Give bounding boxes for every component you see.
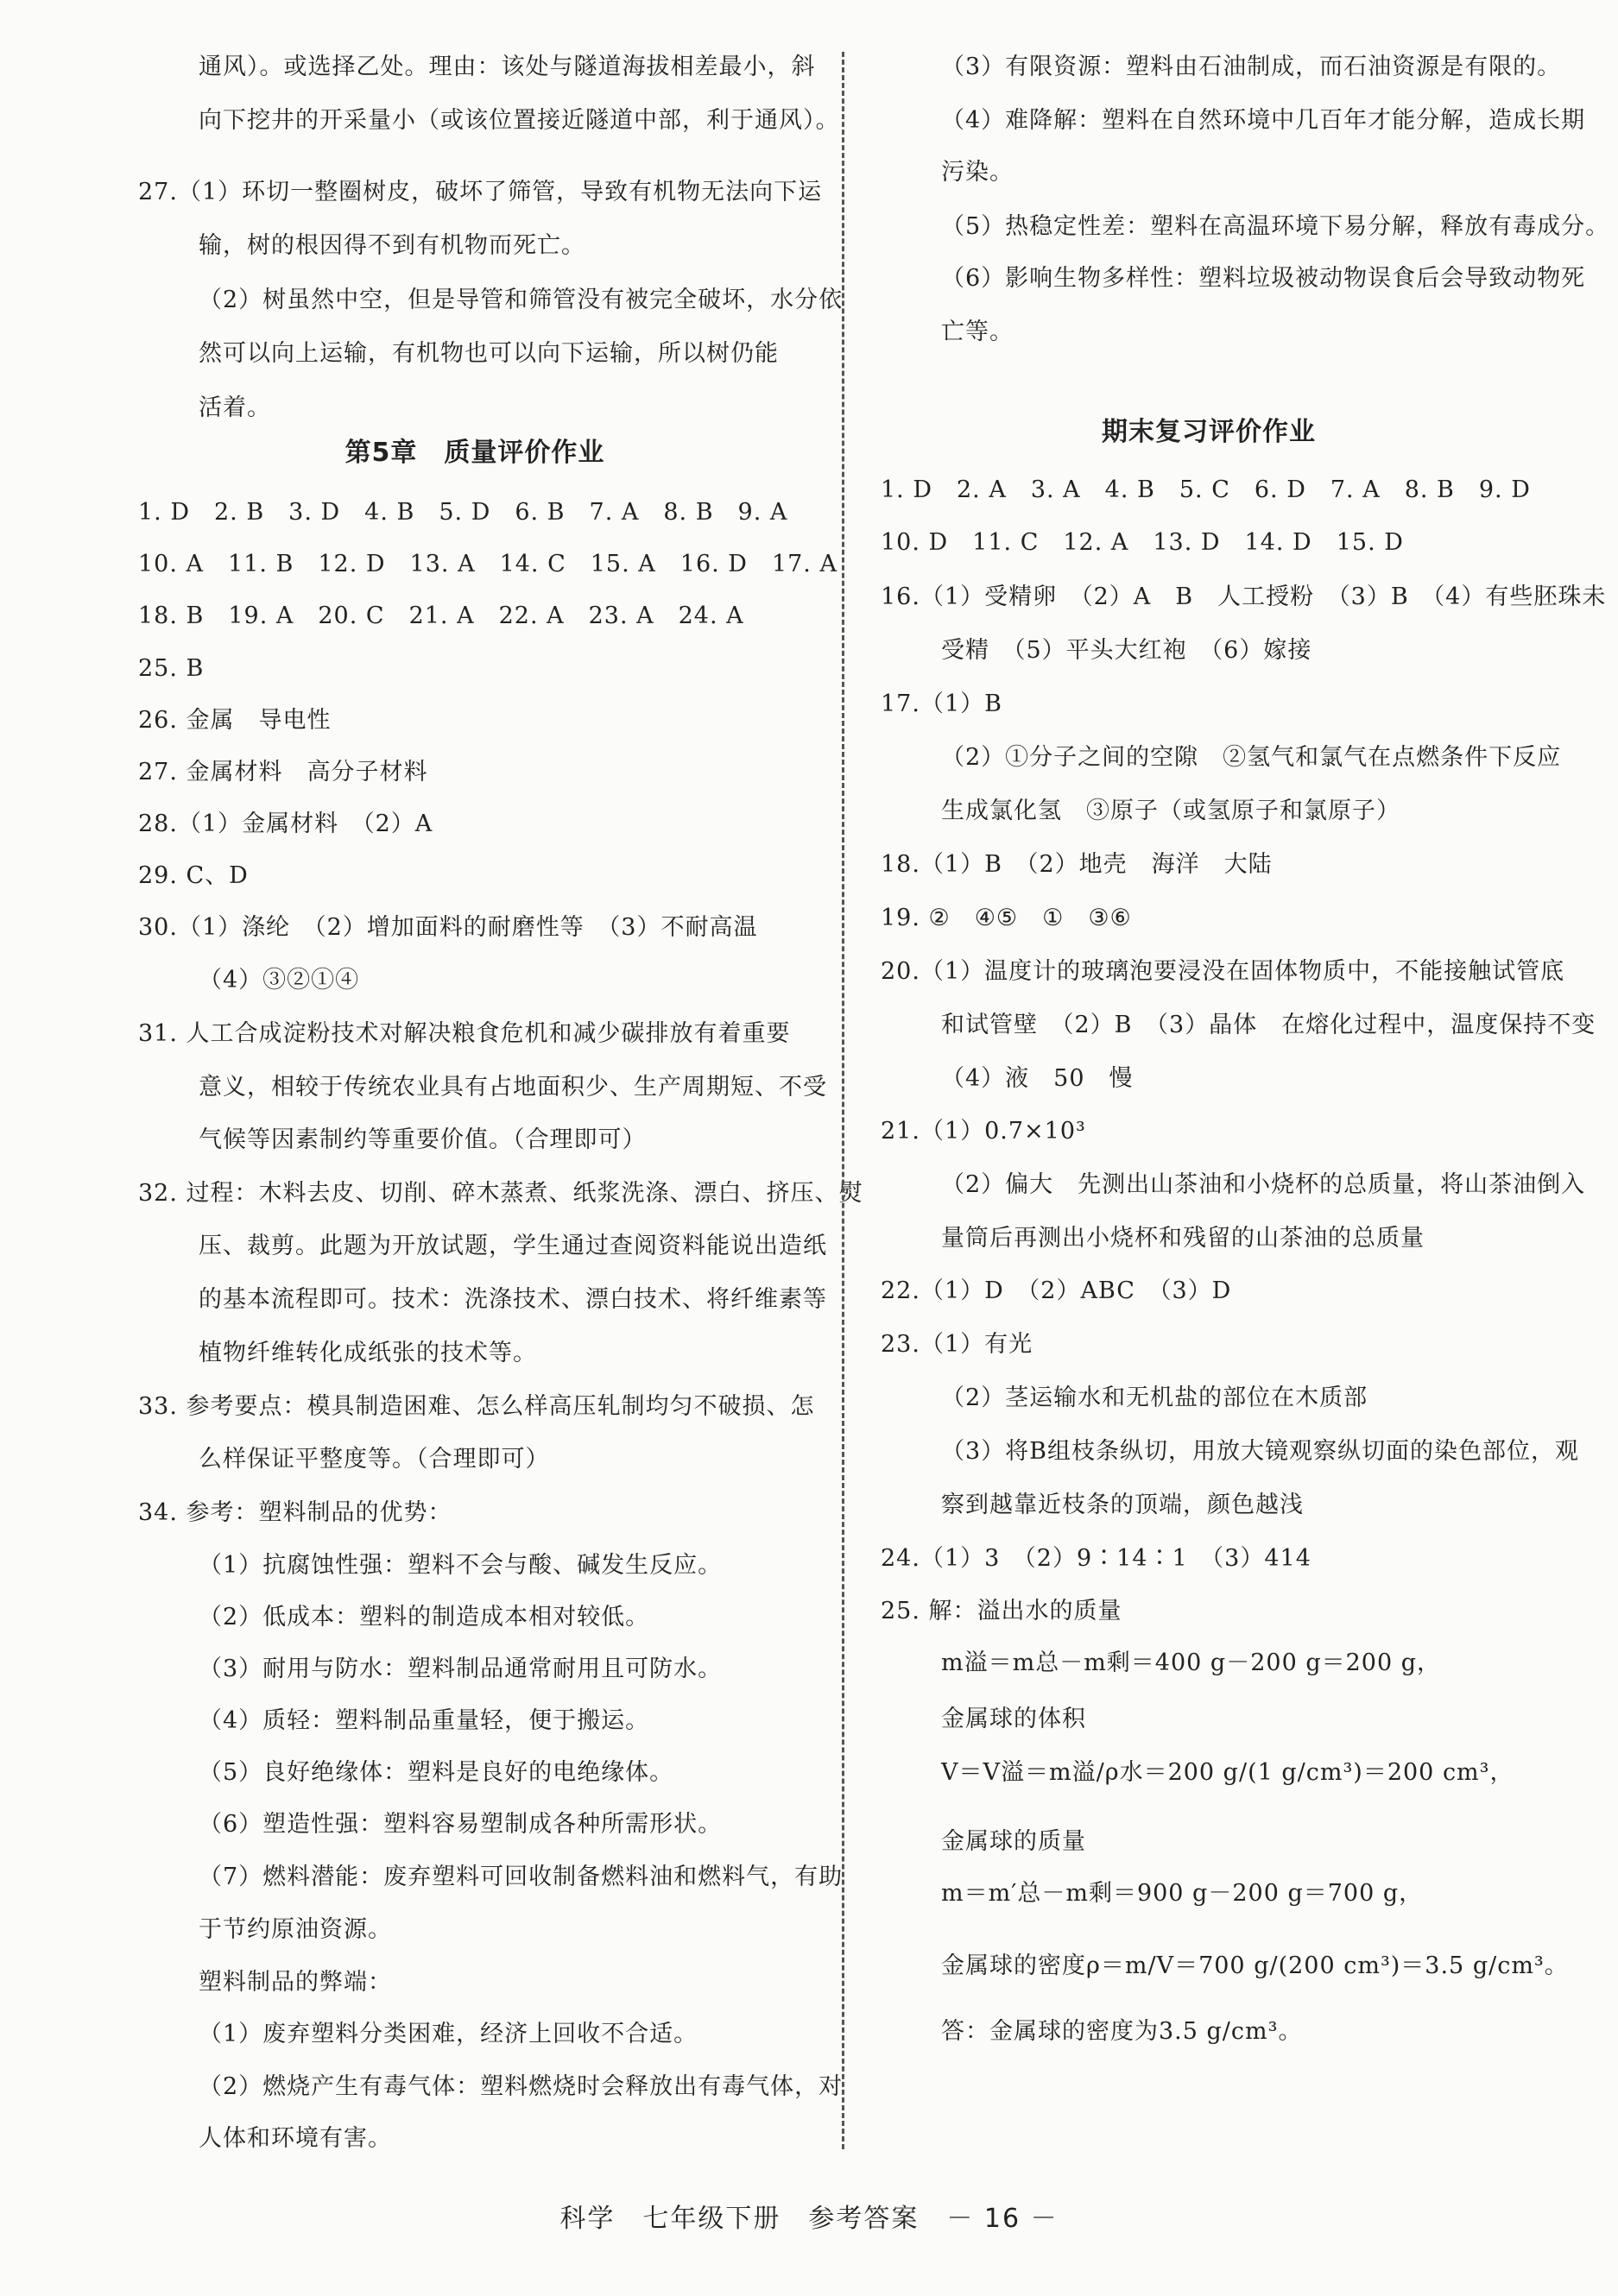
text-line: V＝V溢＝m溢/ρ水＝200 g/(1 g/cm³)＝200 cm³， bbox=[941, 1759, 1514, 1786]
text-line: （5）良好绝缘体：塑料是良好的电绝缘体。 bbox=[199, 1759, 674, 1786]
text-line: （6）塑造性强：塑料容易塑制成各种所需形状。 bbox=[199, 1811, 723, 1838]
text-line: 1. D 2. B 3. D 4. B 5. D 6. B 7. A 8. B 9. A bbox=[138, 499, 788, 526]
text-line: （3）将B组枝条纵切，用放大镜观察纵切面的染色部位，观 bbox=[941, 1438, 1580, 1465]
section-heading: 期末复习评价作业 bbox=[1102, 417, 1316, 447]
text-line: m＝m′总－m剩＝900 g－200 g＝700 g， bbox=[941, 1880, 1424, 1907]
text-line: 26. 金属 导电性 bbox=[138, 707, 332, 734]
text-line: 10. D 11. C 12. A 13. D 14. D 15. D bbox=[881, 529, 1404, 556]
text-line: （4）③②①④ bbox=[199, 967, 360, 993]
text-line: （5）热稳定性差：塑料在高温环境下易分解，释放有毒成分。 bbox=[941, 213, 1610, 240]
text-line: （3）有限资源：塑料由石油制成，而石油资源是有限的。 bbox=[941, 54, 1562, 80]
text-line: 31. 人工合成淀粉技术对解决粮食危机和减少碳排放有着重要 bbox=[138, 1020, 791, 1047]
text-line: 18.（1）B （2）地壳 海洋 大陆 bbox=[881, 851, 1273, 878]
text-line: 然可以向上运输，有机物也可以向下运输，所以树仍能 bbox=[199, 340, 779, 367]
text-line: 18. B 19. A 20. C 21. A 22. A 23. A 24. A bbox=[138, 602, 744, 629]
text-line: （4）难降解：塑料在自然环境中几百年才能分解，造成长期 bbox=[941, 107, 1586, 134]
text-line: 答：金属球的密度为3.5 g/cm³。 bbox=[941, 2018, 1303, 2045]
text-line: 27.（1）环切一整圈树皮，破坏了筛管，导致有机物无法向下运 bbox=[138, 179, 823, 205]
text-line: 向下挖井的开采量小（或该位置接近隧道中部，利于通风）。 bbox=[199, 107, 840, 134]
text-line: （2）①分子之间的空隙 ②氢气和氯气在点燃条件下反应 bbox=[941, 744, 1562, 771]
text-line: 25. B bbox=[138, 655, 205, 682]
page-footer: 科学 七年级下册 参考答案 － 16 － bbox=[559, 2204, 1059, 2234]
text-line: 活着。 bbox=[199, 394, 271, 421]
text-line: 于节约原油资源。 bbox=[199, 1916, 392, 1943]
text-line: （3）耐用与防水：塑料制品通常耐用且可防水。 bbox=[199, 1656, 723, 1682]
text-line: 压、裁剪。此题为开放试题，学生通过查阅资料能说出造纸 bbox=[199, 1233, 827, 1259]
text-line: 气候等因素制约等重要价值。（合理即可） bbox=[199, 1126, 647, 1153]
text-line: 金属球的体积 bbox=[941, 1706, 1086, 1732]
column-divider bbox=[842, 52, 844, 2149]
text-line: 22.（1）D （2）ABC （3）D bbox=[881, 1277, 1232, 1304]
text-line: 1. D 2. A 3. A 4. B 5. C 6. D 7. A 8. B 9. D bbox=[881, 476, 1531, 503]
text-line: 30.（1）涤纶 （2）增加面料的耐磨性等 （3）不耐高温 bbox=[138, 914, 758, 941]
text-line: 金属球的密度ρ＝m/V＝700 g/(200 cm³)＝3.5 g/cm³。 bbox=[941, 1952, 1569, 1979]
text-line: 28.（1）金属材料 （2）A bbox=[138, 811, 433, 837]
text-line: 和试管壁 （2）B （3）晶体 在熔化过程中，温度保持不变 bbox=[941, 1012, 1596, 1038]
text-line: 27. 金属材料 高分子材料 bbox=[138, 759, 428, 785]
text-line: 19. ② ④⑤ ① ③⑥ bbox=[881, 905, 1132, 931]
text-line: 20.（1）温度计的玻璃泡要浸没在固体物质中，不能接触试管底 bbox=[881, 958, 1565, 985]
text-line: （4）质轻：塑料制品重量轻，便于搬运。 bbox=[199, 1707, 650, 1734]
text-line: 32. 过程：木料去皮、切削、碎木蒸煮、纸浆洗涤、漂白、挤压、熨 bbox=[138, 1180, 863, 1207]
text-line: m溢＝m总－m剩＝400 g－200 g＝200 g， bbox=[941, 1649, 1442, 1676]
text-line: 人体和环境有害。 bbox=[199, 2125, 392, 2152]
text-line: 24.（1）3 （2）9∶14∶1 （3）414 bbox=[881, 1545, 1311, 1572]
text-line: 21.（1）0.7×10³ bbox=[881, 1118, 1086, 1145]
text-line: 输，树的根因得不到有机物而死亡。 bbox=[199, 232, 585, 259]
text-line: 33. 参考要点：模具制造困难、怎么样高压轧制均匀不破损、怎 bbox=[138, 1393, 815, 1420]
text-line: 污染。 bbox=[941, 159, 1014, 186]
text-line: 么样保证平整度等。（合理即可） bbox=[199, 1446, 550, 1473]
text-line: 受精 （5）平头大红袍 （6）嫁接 bbox=[941, 637, 1312, 664]
text-line: （2）偏大 先测出山茶油和小烧杯的总质量，将山茶油倒入 bbox=[941, 1171, 1586, 1198]
text-line: 29. C、D bbox=[138, 862, 249, 889]
text-line: 34. 参考：塑料制品的优势： bbox=[138, 1499, 452, 1526]
text-line: 亡等。 bbox=[941, 319, 1014, 345]
text-line: 量筒后再测出小烧杯和残留的山茶油的总质量 bbox=[941, 1225, 1425, 1252]
text-line: 察到越靠近枝条的顶端，颜色越浅 bbox=[941, 1492, 1304, 1518]
text-line: 10. A 11. B 12. D 13. A 14. C 15. A 16. D 17. A bbox=[138, 551, 837, 577]
text-line: 的基本流程即可。技术：洗涤技术、漂白技术、将纤维素等 bbox=[199, 1286, 827, 1313]
text-line: 17.（1）B bbox=[881, 691, 1002, 717]
text-line: （2）树虽然中空，但是导管和筛管没有被完全破坏，水分依 bbox=[199, 287, 844, 313]
text-line: 16.（1）受精卵 （2）A B 人工授粉 （3）B （4）有些胚珠未 bbox=[881, 583, 1607, 610]
section-heading: 第5章 质量评价作业 bbox=[344, 438, 605, 468]
text-line: （4）液 50 慢 bbox=[941, 1065, 1134, 1092]
text-line: 意义，相较于传统农业具有占地面积少、生产周期短、不受 bbox=[199, 1074, 827, 1101]
text-line: 25. 解：溢出水的质量 bbox=[881, 1598, 1122, 1624]
text-line: 金属球的质量 bbox=[941, 1828, 1086, 1855]
text-line: 植物纤维转化成纸张的技术等。 bbox=[199, 1340, 537, 1366]
text-line: （6）影响生物多样性：塑料垃圾被动物误食后会导致动物死 bbox=[941, 265, 1586, 292]
text-line: （2）茎运输水和无机盐的部位在木质部 bbox=[941, 1385, 1368, 1411]
text-line: 生成氯化氢 ③原子（或氢原子和氯原子） bbox=[941, 798, 1400, 824]
text-line: 塑料制品的弊端： bbox=[199, 1969, 392, 1996]
text-line: （2）低成本：塑料的制造成本相对较低。 bbox=[199, 1604, 650, 1631]
text-line: 通风）。或选择乙处。理由：该处与隧道海拔相差最小，斜 bbox=[199, 54, 816, 80]
text-line: 23.（1）有光 bbox=[881, 1331, 1033, 1358]
text-line: （2）燃烧产生有毒气体：塑料燃烧时会释放出有毒气体，对 bbox=[199, 2073, 844, 2100]
text-line: （1）抗腐蚀性强：塑料不会与酸、碱发生反应。 bbox=[199, 1552, 723, 1579]
text-line: （7）燃料潜能：废弃塑料可回收制备燃料油和燃料气，有助 bbox=[199, 1864, 844, 1890]
text-line: （1）废弃塑料分类困难，经济上回收不合适。 bbox=[199, 2021, 698, 2047]
